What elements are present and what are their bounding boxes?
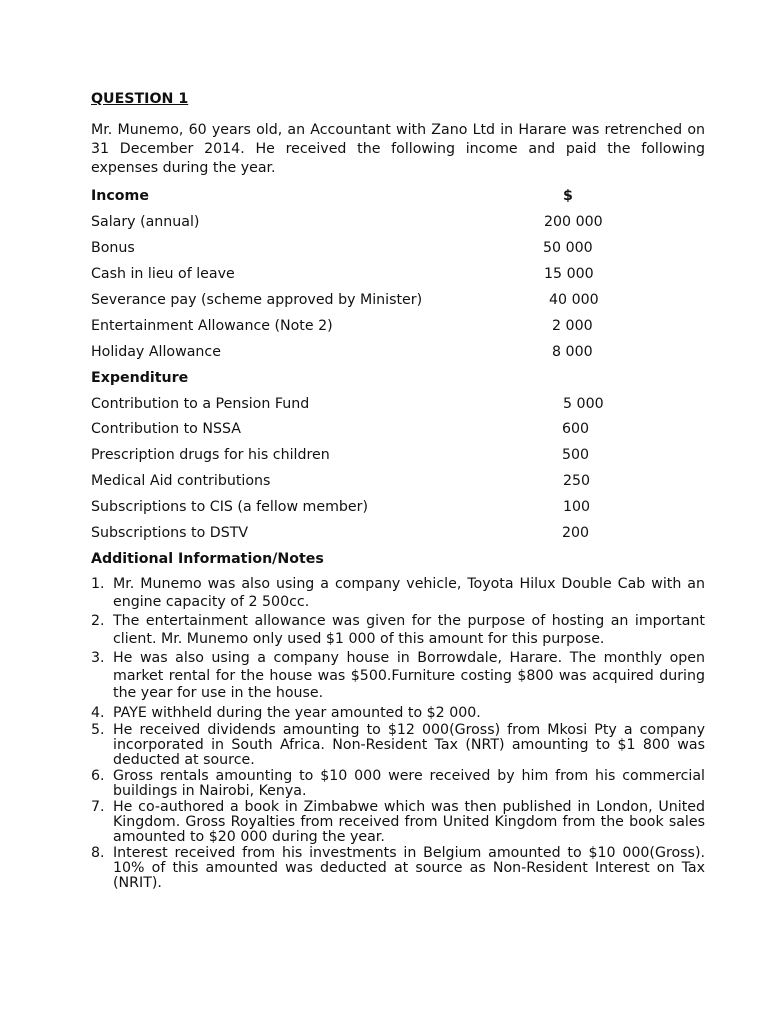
currency-heading: $ (563, 188, 573, 204)
income-label: Entertainment Allowance (Note 2) (91, 318, 333, 334)
question-heading: QUESTION 1 (91, 91, 189, 107)
income-label: Holiday Allowance (91, 344, 221, 360)
income-amount: 15 000 (544, 266, 594, 282)
expenditure-row (91, 525, 691, 545)
list-item (91, 846, 705, 891)
list-item (91, 723, 705, 768)
expenditure-label: Contribution to a Pension Fund (91, 396, 310, 412)
income-label: Salary (annual) (91, 214, 200, 230)
income-label: Cash in lieu of leave (91, 266, 235, 282)
list-item (91, 576, 705, 611)
income-label: Bonus (91, 240, 135, 256)
note-text: He co-authored a book in Zimbabwe which was then published in London, United Kingdom. Gross Royalties from received from United Kingdom from the book sales amounted to $20 000 during the year. (113, 799, 705, 845)
note-text: Mr. Munemo was also using a company vehicle, Toyota Hilux Double Cab with an engine capacity of 2 500cc. (113, 576, 705, 610)
note-number: 8. (91, 845, 105, 861)
expenditure-heading: Expenditure (91, 370, 189, 386)
list-item (91, 650, 705, 703)
expenditure-amount: 500 (562, 447, 590, 463)
expenditure-row (91, 447, 691, 467)
income-row (91, 266, 691, 286)
expenditure-label: Subscriptions to CIS (a fellow member) (91, 499, 369, 515)
note-number: 6. (91, 768, 105, 784)
note-text: Gross rentals amounting to $10 000 were received by him from his commercial buildings in Nairobi, Kenya. (113, 768, 705, 799)
note-number: 5. (91, 722, 105, 738)
income-row (91, 318, 691, 338)
expenditure-label: Medical Aid contributions (91, 473, 271, 489)
list-item (91, 705, 705, 723)
expenditure-amount: 250 (563, 473, 591, 489)
note-text: He was also using a company house in Borrowdale, Harare. The monthly open market rental for the house was $500.Furniture costing $800 was acquired during the year for use in the house. (113, 650, 705, 701)
income-row (91, 344, 691, 364)
note-number: 7. (91, 799, 105, 815)
note-number: 3. (91, 650, 105, 666)
list-item (91, 613, 705, 648)
expenditure-row (91, 396, 691, 416)
notes-heading: Additional Information/Notes (91, 551, 324, 567)
note-number: 4. (91, 704, 105, 721)
income-heading: Income (91, 188, 149, 204)
expenditure-row (91, 421, 691, 441)
note-text: He received dividends amounting to $12 000(Gross) from Mkosi Pty a company incorporated in South Africa. Non-Resident Tax (NRT) amounting to $1 800 was deducted at source. (113, 722, 705, 768)
note-number: 1. (91, 576, 105, 592)
expenditure-amount: 5 000 (563, 396, 604, 412)
income-amount: 2 000 (552, 318, 593, 334)
income-amount: 8 000 (552, 344, 593, 360)
notes-list (91, 576, 705, 891)
income-row (91, 240, 691, 260)
expenditure-row (91, 499, 691, 519)
expenditure-amount: 100 (563, 499, 591, 515)
expenditure-label: Subscriptions to DSTV (91, 525, 249, 541)
income-row (91, 292, 691, 312)
income-row (91, 214, 691, 234)
list-item (91, 800, 705, 845)
list-item (91, 769, 705, 799)
expenditure-amount: 600 (562, 421, 590, 437)
note-text: PAYE withheld during the year amounted to $2 000. (113, 704, 481, 721)
income-amount: 50 000 (543, 240, 593, 256)
expenditure-amount: 200 (562, 525, 590, 541)
note-number: 2. (91, 613, 105, 629)
income-amount: 40 000 (549, 292, 599, 308)
expenditure-label: Prescription drugs for his children (91, 447, 330, 463)
income-amount: 200 000 (544, 214, 603, 230)
income-label: Severance pay (scheme approved by Minister) (91, 292, 423, 308)
intro-paragraph: Mr. Munemo, 60 years old, an Accountant with Zano Ltd in Harare was retrenched on 31 December 2014. He received the following income and paid the following expenses during the year. (91, 122, 705, 176)
note-text: Interest received from his investments in Belgium amounted to $10 000(Gross). 10% of this amounted was deducted at source as Non-Resident Interest on Tax (NRIT). (113, 845, 705, 891)
expenditure-label: Contribution to NSSA (91, 421, 241, 437)
note-text: The entertainment allowance was given for the purpose of hosting an important client. Mr. Munemo only used $1 000 of this amount for this purpose. (113, 613, 705, 647)
expenditure-row (91, 473, 691, 493)
